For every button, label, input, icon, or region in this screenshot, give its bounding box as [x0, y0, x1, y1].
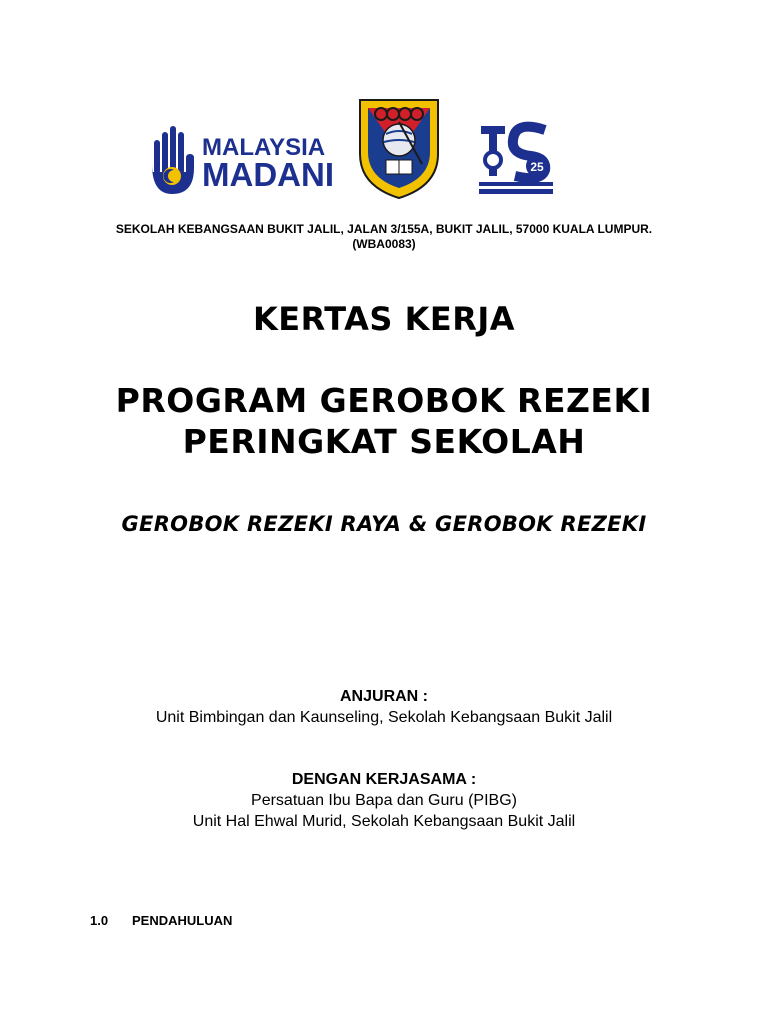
organizer-name: Unit Bimbingan dan Kaunseling, Sekolah Kebangsaan Bukit Jalil — [155, 709, 613, 726]
section-title: PENDAHULUAN — [132, 913, 233, 928]
section-heading — [90, 913, 232, 928]
organizer-block — [0, 686, 768, 728]
program-subtitle: GEROBOK REZEKI RAYA & GEROBOK REZEKI — [121, 512, 647, 536]
collaboration-label: DENGAN KERJASAMA : — [291, 771, 477, 788]
school-address-block — [0, 222, 768, 252]
malaysia-madani-logo — [150, 124, 335, 196]
collaborator-1: Persatuan Ibu Bapa dan Guru (PIBG) — [251, 792, 517, 809]
collaborator-2: Unit Hal Ehwal Murid, Sekolah Kebangsaan Bukit Jalil — [192, 813, 576, 830]
school-crest-logo — [356, 94, 442, 200]
organizer-label: ANJURAN : — [340, 688, 428, 705]
madani-line2: MADANI — [202, 156, 334, 193]
ts25-number: 25 — [530, 160, 544, 174]
program-title — [0, 380, 768, 462]
program-title-line2: PERINGKAT SEKOLAH — [182, 422, 586, 461]
program-title-line1: PROGRAM GEROBOK REZEKI — [115, 381, 653, 420]
ts25-logo — [475, 116, 557, 196]
school-address: SEKOLAH KEBANGSAAN BUKIT JALIL, JALAN 3/155A, BUKIT JALIL, 57000 KUALA LUMPUR. — [115, 222, 653, 236]
school-code: (WBA0083) — [352, 237, 416, 251]
madani-line1: MALAYSIA — [202, 134, 326, 161]
logo-row — [0, 92, 768, 202]
document-type: KERTAS KERJA — [252, 300, 516, 338]
collaboration-block — [0, 769, 768, 832]
section-number: 1.0 — [90, 913, 109, 928]
